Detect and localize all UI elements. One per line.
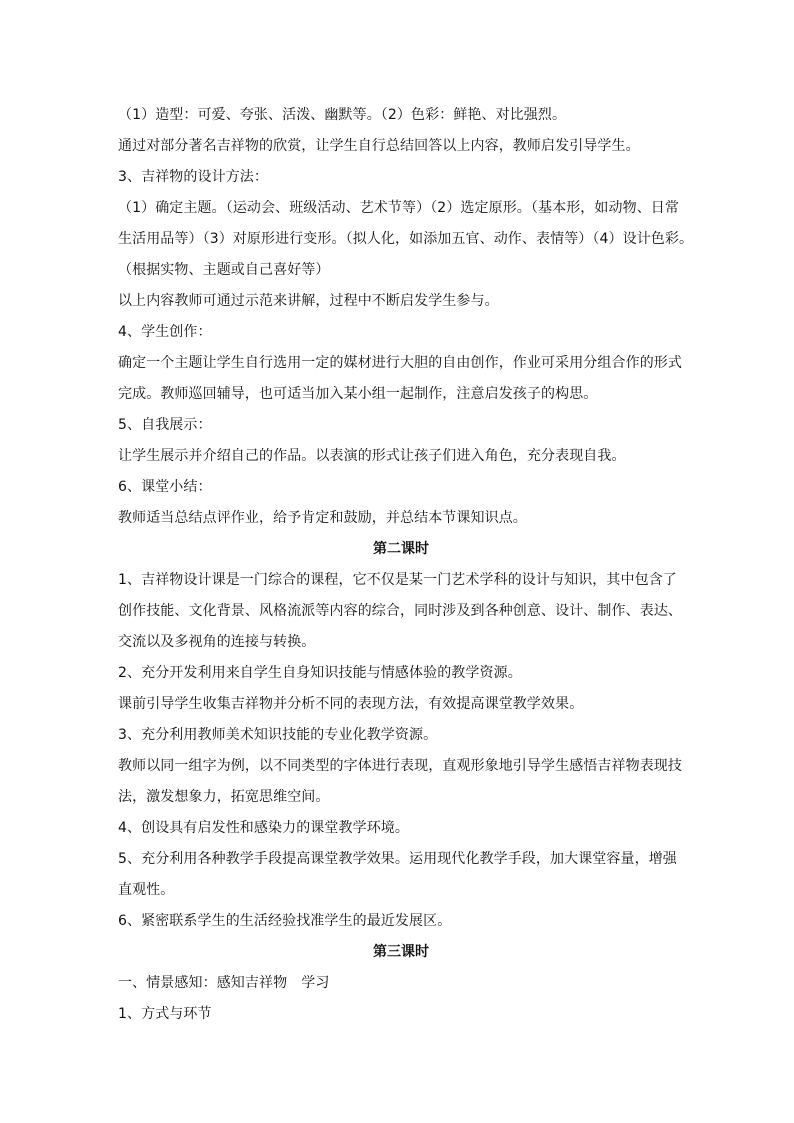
text-line: 创作技能、文化背景、风格流派等内容的综合，同时涉及到各种创意、设计、制作、表达、 [118, 603, 682, 619]
text-line: 通过对部分著名吉祥物的欣赏，让学生自行总结回答以上内容，教师启发引导学生。 [118, 138, 640, 154]
text-line: 6、课堂小结： [118, 479, 212, 495]
text-line: 课前引导学生收集吉祥物并分析不同的表现方法，有效提高课堂教学效果。 [118, 696, 584, 712]
text-line: （根据实物、主题或自己喜好等） [118, 262, 330, 278]
text-line: 6、紧密联系学生的生活经验找准学生的最近发展区。 [118, 913, 452, 929]
text-line: 教师以同一组字为例，以不同类型的字体进行表现，直观形象地引导学生感悟吉祥物表现技 [118, 758, 682, 774]
text-line: 以上内容教师可通过示范来讲解，过程中不断启发学生参与。 [118, 293, 499, 309]
text-line: 完成。教师巡回辅导，也可适当加入某小组一起制作，注意启发孩子的构思。 [118, 386, 598, 402]
text-line: 1、吉祥物设计课是一门综合的课程，它不仅是某一门艺术学科的设计与知识，其中包含了 [118, 572, 677, 588]
text-line: 4、学生创作： [118, 324, 212, 340]
text-line: 5、充分利用各种教学手段提高课堂教学效果。运用现代化教学手段，加大课堂容量，增强 [118, 851, 677, 867]
section-heading: 第二课时 [373, 541, 429, 557]
text-line: 3、充分利用教师美术知识技能的专业化教学资源。 [118, 727, 438, 743]
section-heading: 第三课时 [373, 944, 429, 960]
text-line: 2、充分开发利用来自学生自身知识技能与情感体验的教学资源。 [118, 665, 522, 681]
text-line: （1）确定主题。（运动会、班级活动、艺术节等）（2）选定原形。（基本形，如动物、日常 [118, 200, 680, 216]
text-line: 直观性。 [118, 882, 175, 898]
text-line: 生活用品等）（3）对原形进行变形。（拟人化，如添加五官、动作、表情等）（4）设计色彩。 [118, 231, 694, 247]
text-line: 5、自我展示： [118, 417, 212, 433]
text-line: 交流以及多视角的连接与转换。 [118, 634, 316, 650]
text-line: 让学生展示并介绍自己的作品。以表演的形式让孩子们进入角色，充分表现自我。 [118, 448, 626, 464]
text-line: 法，激发想象力，拓宽思维空间。 [118, 789, 330, 805]
text-line: 教师适当总结点评作业，给予肯定和鼓励，并总结本节课知识点。 [118, 510, 527, 526]
document-body [118, 100, 694, 1030]
text-line: 4、创设具有启发性和感染力的课堂教学环境。 [118, 820, 410, 836]
text-line: 一、情景感知：感知吉祥物 学习 [118, 975, 330, 991]
text-line: （1）造型：可爱、夸张、活泼、幽默等。（2）色彩：鲜艳、对比强烈。 [118, 107, 567, 123]
text-line: 确定一个主题让学生自行选用一定的媒材进行大胆的自由创作，作业可采用分组合作的形式 [118, 355, 682, 371]
text-line: 1、方式与环节 [118, 1006, 212, 1022]
text-line: 3、吉祥物的设计方法： [118, 169, 269, 185]
